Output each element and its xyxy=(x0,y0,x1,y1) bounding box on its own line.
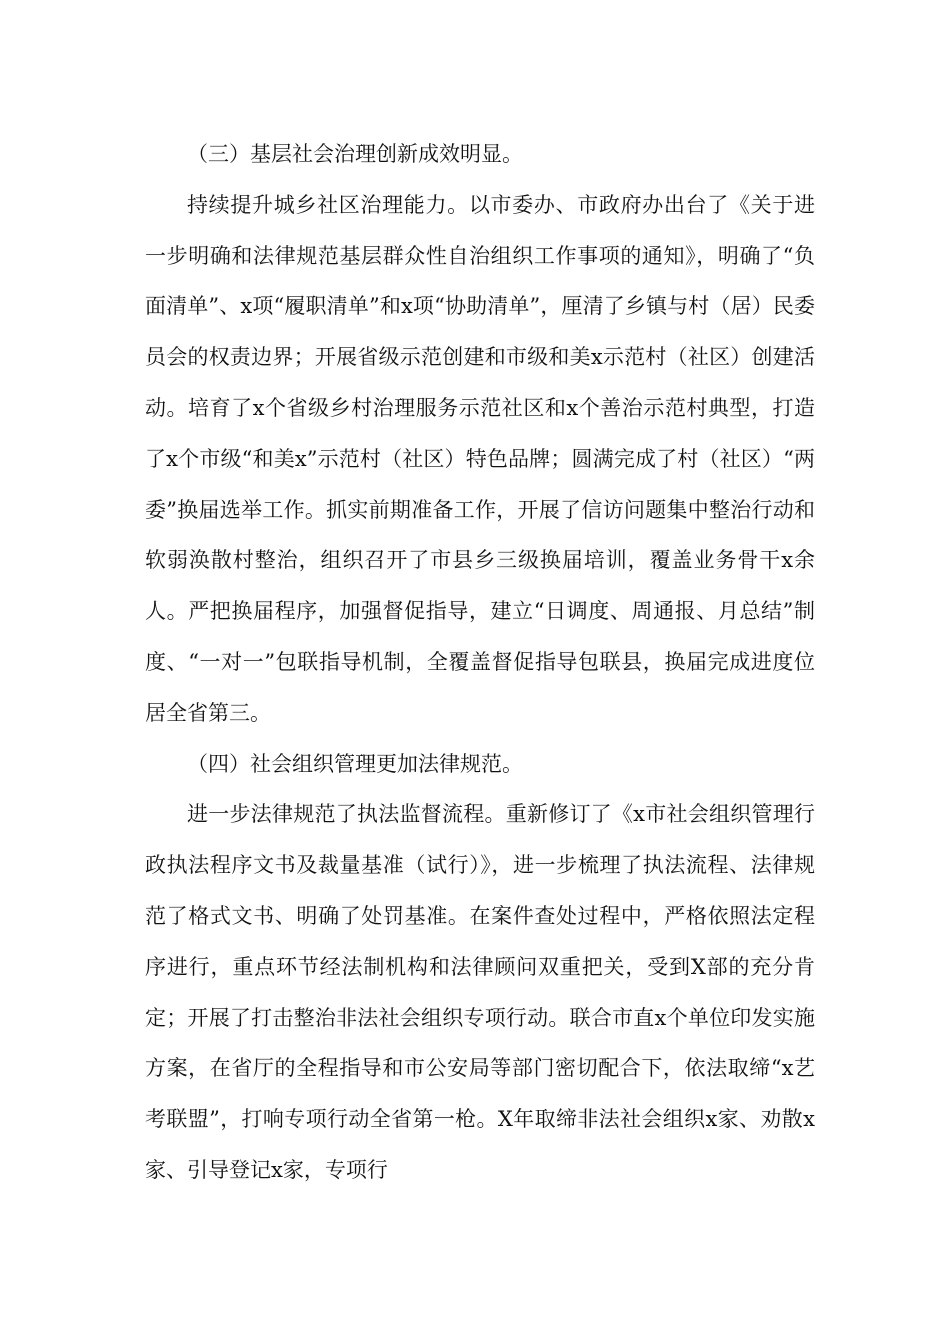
section-heading-3: （三）基层社会治理创新成效明显。 xyxy=(187,142,523,166)
document-body xyxy=(145,129,815,1196)
section-heading-4: （四）社会组织管理更加法律规范。 xyxy=(187,751,523,776)
body-paragraph: 持续提升城乡社区治理能力。以市委办、市政府办出台了《关于进一步明确和法律规范基层群众性自治组织工作事项的通知》，明确了“负面清单”、x项“履职清单”和x项“协助清单”，厘清了乡镇与村（居）民委员会的权责边界；开展省级示范创建和市级和美x示范村（社区）创建活动。培育了x个省级乡村治理服务示范社区和x个善治示范村典型，打造了x个市级“和美x”示范村（社区）特色品牌；圆满完成了村（社区）“两委”换届选举工作。抓实前期准备工作，开展了信访问题集中整治行动和软弱涣散村整治，组织召开了市县乡三级换届培训，覆盖业务骨干x余人。严把换届程序，加强督促指导，建立“日调度、周通报、月总结”制度、“一对一”包联指导机制，全覆盖督促指导包联县，换届完成进度位居全省第三。 xyxy=(145,192,815,725)
body-paragraph: 进一步法律规范了执法监督流程。重新修订了《x市社会组织管理行政执法程序文书及裁量基准（试行）》，进一步梳理了执法流程、法律规范了格式文书、明确了处罚基准。在案件查处过程中，严格依照法定程序进行，重点环节经法制机构和法律顾问双重把关，受到X部的充分肯定；开展了打击整治非法社会组织专项行动。联合市直x个单位印发实施方案，在省厅的全程指导和市公安局等部门密切配合下，依法取缔“x艺考联盟”，打响专项行动全省第一枪。X年取缔非法社会组织x家、劝散x家、引导登记x家，专项行 xyxy=(145,802,815,1182)
